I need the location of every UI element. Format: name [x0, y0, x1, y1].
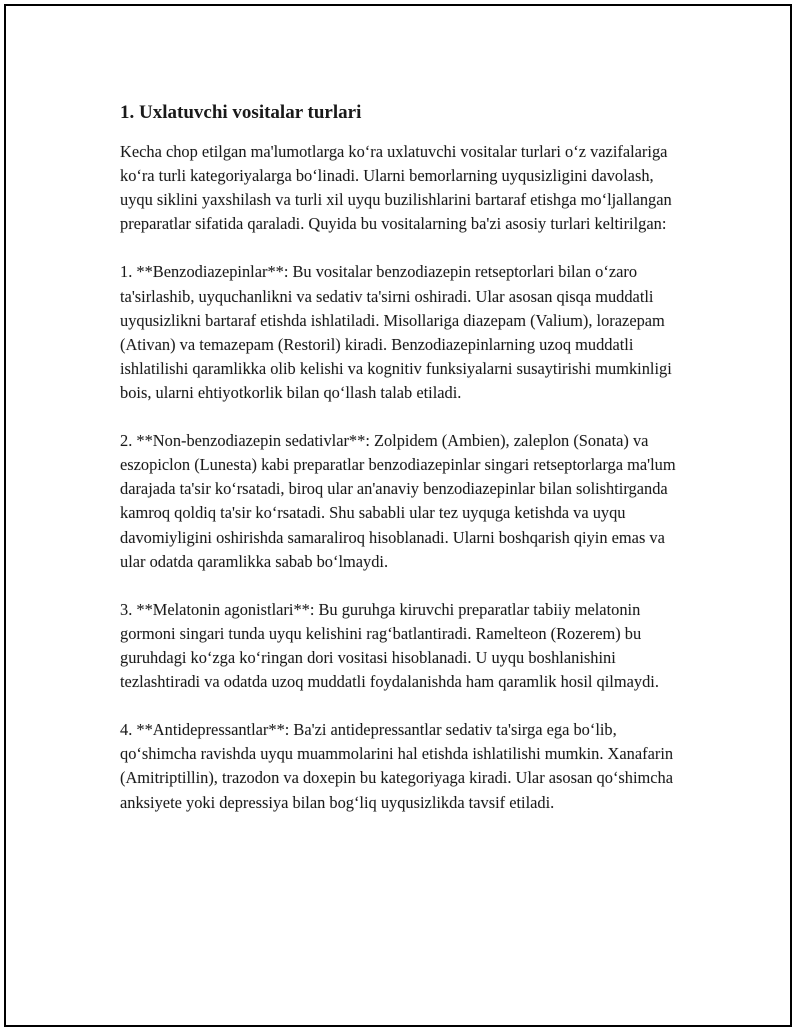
antidepressants-paragraph: 4. **Antidepressantlar**: Ba'zi antidepressantlar sedativ ta'sirga ega bo‘lib, qo‘shimcha ravishda uyqu muammolarini hal etishda ishlatilishi mumkin. Xanafarin (Amitriptillin), trazodon va doxepin bu kategoriyaga kiradi. Ular asosan qo‘shimcha anksiyete yoki depressiya bilan bog‘liq uyqusizlikda tavsif etiladi.: [120, 720, 674, 812]
document-body: [120, 100, 690, 815]
melatonin-agonists-paragraph: 3. **Melatonin agonistlari**: Bu guruhga kiruvchi preparatlar tabiiy melatonin gormoni singari tunda uyqu kelishini rag‘batlantiradi. Ramelteon (Rozerem) bu guruhdagi ko‘zga ko‘ringan dori vositasi hisoblanadi. U uyqu boshlanishini tezlashtiradi va odatda uzoq muddatli foydalanishda ham qaramlik hosil qilmaydi.: [120, 599, 659, 692]
benzodiazepines-paragraph: 1. **Benzodiazepinlar**: Bu vositalar benzodiazepin retseptorlari bilan o‘zaro ta'sirlashib, uyquchanlikni va sedativ ta'sirni oshiradi. Ular asosan qisqa muddatli uyqusizlikni bartaraf etishda ishlatiladi. Misollariga diazepam (Valium), lorazepam (Ativan) va temazepam (Restoril) kiradi. Benzodiazepinlarning uzoq muddatli ishlatilishi qaramlikka olib kelishi va kognitiv funksiyalarni susaytirishi mumkinligi bois, ularni ehtiyotkorlik bilan qo‘llash talab etiladi.: [120, 262, 672, 402]
intro-paragraph: Kecha chop etilgan ma'lumotlarga ko‘ra uxlatuvchi vositalar turlari o‘z vazifalariga ko‘ra turli kategoriyalarga bo‘linadi. Ularni bemorlarning uyqusizligini davolash, uyqu siklini yaxshilash va turli xil uyqu buzilishlarini bartaraf etishga mo‘ljallangan preparatlar sifatida qaraladi. Quyida bu vositalarning ba'zi asosiy turlari keltirilgan:: [120, 142, 672, 234]
non-benzodiazepine-paragraph: 2. **Non-benzodiazepin sedativlar**: Zolpidem (Ambien), zaleplon (Sonata) va eszopiclon (Lunesta) kabi preparatlar benzodiazepinlar singari retseptorlarga ma'lum darajada ta'sir ko‘rsatadi, biroq ular an'anaviy benzodiazepinlar bilan solishtirganda kamroq qoldiq ta'sir ko‘rsatadi. Shu sababli ular tez uyquga ketishda va uyqu davomiyligini oshirishda samaraliroq hisoblanadi. Ularni boshqarish qiyin emas va ular odatda qaramlikka sabab bo‘lmaydi.: [120, 431, 676, 571]
document-page: [4, 4, 792, 1027]
section-heading: 1. Uxlatuvchi vositalar turlari: [120, 102, 362, 123]
